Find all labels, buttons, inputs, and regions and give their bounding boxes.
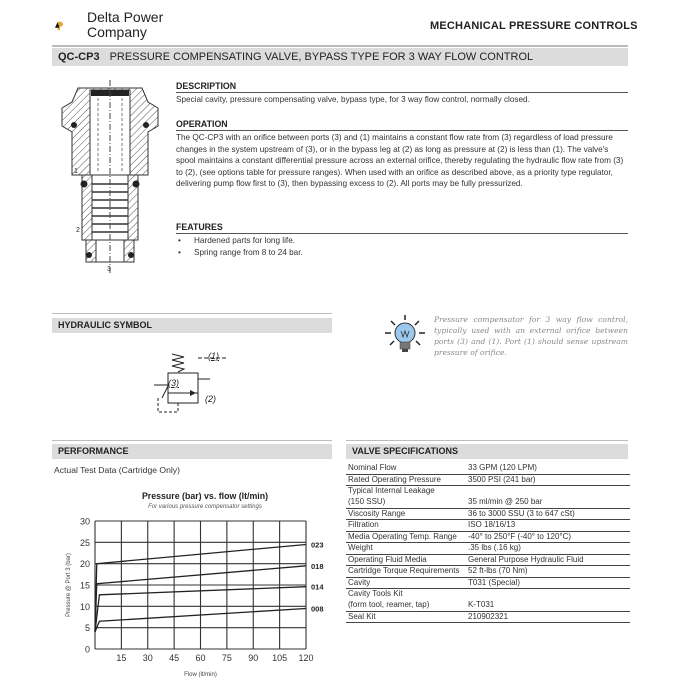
company-name [87,10,163,40]
series-label: 008 [311,604,324,614]
specs-heading: VALVE SPECIFICATIONS [346,444,628,459]
section-title: MECHANICAL PRESSURE CONTROLS [430,20,638,32]
series-label: 023 [311,540,324,550]
performance-subtitle: Actual Test Data (Cartridge Only) [54,465,180,475]
features-section [176,222,628,258]
spec-label: Typical Internal Leakage [348,486,435,495]
spec-label: Cavity [348,577,371,587]
spec-value: K-T031 [468,600,495,609]
spec-label: Rated Operating Pressure [348,474,441,484]
performance-divider [52,440,332,441]
y-tick-label: 0 [84,644,90,655]
spec-row [346,612,630,624]
x-tick-label: 105 [272,653,288,663]
spec-row [346,555,630,567]
spec-value: T031 (Special) [468,577,521,587]
x-tick-label: 15 [116,653,127,663]
performance-heading: PERFORMANCE [52,444,332,459]
spec-label: Cartridge Torque Requirements [348,566,460,575]
y-tick-label: 25 [79,537,90,548]
spec-row [346,578,630,590]
spec-label: Operating Fluid Media [348,554,427,564]
description-section [176,81,628,106]
specs-divider [346,440,628,441]
symbol-label-port3: (3) [168,378,179,388]
symbol-label-port2: (2) [205,394,216,404]
spec-row [346,600,630,612]
spec-value [468,486,630,497]
spec-value: .35 lbs (.16 kg) [468,543,521,552]
operation-text: The QC-CP3 with an orifice between ports (3) and (1) maintains a constant flow rate from (3) regardless of load pressure changes in the system upstream of (3), or in the bypass leg at (2) as long as pressure at (2) is less than (1). The valve's spool maintains a constant differential pressure across an external orifice, thereby regulating the hydraulic flow rate from (3) to (2), (see options table for pressure ranges). When used with an orifice as described above, as a priority type regulator, delivering pump flow first to (3), then bypassing excess to (2). All ports may be fully pressurized. [176,133,624,189]
x-tick-label: 120 [298,653,314,663]
x-tick-label: 45 [169,653,180,663]
symbol-label-port1: (1) [208,351,219,361]
spec-value: 3500 PSI (241 bar) [468,474,536,484]
spec-label: Viscosity Range [348,508,406,518]
company-logo-icon [55,9,87,43]
series-label: 014 [311,582,324,592]
spec-value: 35 ml/min @ 250 bar [468,497,543,506]
valve-cutaway-drawing [60,80,160,280]
y-axis-label: Pressure @ Port 3 (bar) [66,553,72,617]
spec-row [346,566,630,578]
spec-value: 36 to 3000 SSU (3 to 647 cSt) [468,508,575,518]
spec-row [346,475,630,487]
spec-row [346,543,630,555]
spec-row [346,509,630,521]
port-label-2: 2 [76,227,80,234]
spec-row [346,486,630,497]
spec-value [468,589,630,600]
x-tick-label: 75 [221,653,232,663]
hydraulic-divider [52,313,332,314]
spec-value: 52 ft-lbs (70 Nm) [468,566,528,575]
spec-value: ISO 18/16/13 [468,520,516,529]
operation-section [176,119,628,189]
y-tick-label: 15 [79,580,90,591]
spec-value: General Purpose Hydraulic Fluid [468,554,584,564]
header-divider [52,45,628,47]
description-text: Special cavity, pressure compensating valve, bypass type, for 3 way flow control, normally closed. [176,95,530,105]
y-tick-label: 30 [79,516,90,527]
spec-label: Seal Kit [348,611,376,621]
chart-subtitle: For various pressure compensator settings [148,504,262,510]
port-label-3: 3 [107,266,111,273]
spec-label: (150 SSU) [348,497,386,506]
company-name-line1: Delta Power [87,9,164,25]
note-text: Pressure compensator for 3 way flow control, typically used with an external orifice between ports (3) and (1). Port (1) should sense upstream pressure of orifice. [434,315,628,357]
x-tick-label: 30 [142,653,153,663]
y-tick-label: 10 [79,601,90,612]
spec-row [346,520,630,532]
spec-label: (form tool, reamer, tap) [348,600,430,609]
x-axis-label: Flow (lt/min) [184,672,217,678]
x-tick-label: 90 [248,653,259,663]
spec-row [346,497,630,509]
spec-label: Weight [348,543,373,552]
description-heading: DESCRIPTION [176,81,628,93]
spec-label: Media Operating Temp. Range [348,531,457,541]
feature-item: • Spring range from 8 to 24 bar. [176,247,628,258]
hydraulic-symbol-heading: HYDRAULIC SYMBOL [52,318,332,333]
product-title: PRESSURE COMPENSATING VALVE, BYPASS TYPE FOR 3 WAY FLOW CONTROL [109,51,534,63]
x-tick-label: 60 [195,653,206,663]
model-number: QC-CP3 [58,51,100,63]
spec-value: 210902321 [468,611,509,621]
spec-row [346,589,630,600]
chart-title: Pressure (bar) vs. flow (lt/min) [141,491,269,501]
spec-label: Filtration [348,520,379,529]
spec-value: -40° to 250°F (-40° to 120°C) [468,531,572,541]
specs-table [346,463,630,623]
spec-label: Cavity Tools Kit [348,589,403,598]
lightbulb-icon [383,313,427,357]
feature-item: • Hardened parts for long life. [176,235,628,246]
pressure-flow-chart [50,512,340,682]
port-label-1: 1 [74,168,78,175]
spec-row [346,463,630,475]
company-name-line2: Company [87,24,147,40]
series-label: 018 [311,561,324,571]
product-title-bar [52,48,628,66]
features-list [176,235,628,258]
y-tick-label: 5 [84,623,90,634]
operation-heading: OPERATION [176,119,628,131]
features-heading: FEATURES [176,222,628,234]
y-tick-label: 20 [79,559,90,570]
spec-label: Nominal Flow [348,463,397,472]
spec-row [346,532,630,544]
spec-value: 33 GPM (120 LPM) [468,463,537,472]
